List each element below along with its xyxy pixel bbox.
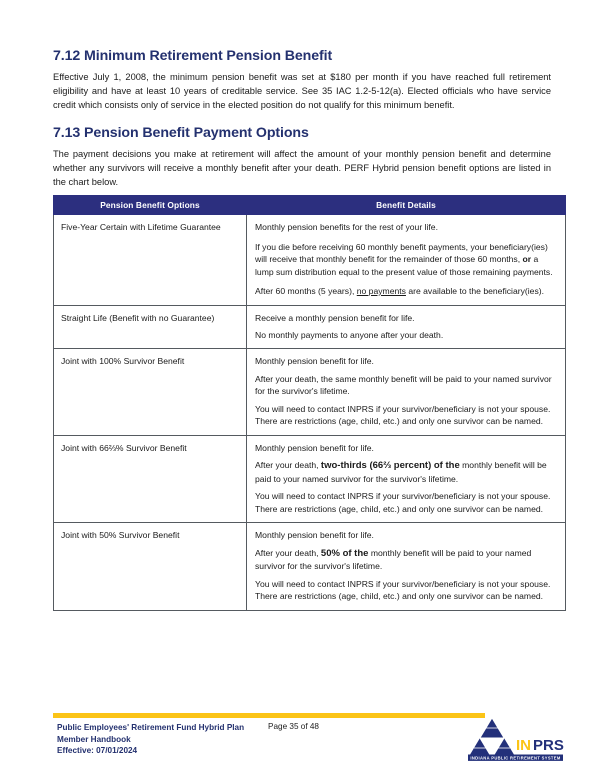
- section-7-13-heading: 7.13 Pension Benefit Payment Options: [53, 125, 309, 142]
- page-content: [53, 48, 551, 611]
- emphasis-or: or: [522, 254, 532, 265]
- table-row: [54, 349, 566, 435]
- footer-rule: [53, 713, 485, 718]
- option-label: Joint with 100% Survivor Benefit: [54, 349, 247, 435]
- option-label: Joint with 50% Survivor Benefit: [54, 523, 247, 611]
- section-7-12-heading: 7.12 Minimum Retirement Pension Benefit: [53, 48, 333, 64]
- section-7-13-paragraph: The payment decisions you make at retirement will affect the amount of your monthly pension benefit and determine whether any survivors will receive a monthly benefit after your death. PERF Hybrid pension benefit options are listed in the chart below.: [53, 148, 551, 188]
- table-header: [54, 196, 566, 215]
- detail-paragraph: Monthly pension benefits for the rest of your life.: [255, 222, 438, 233]
- table-row: [54, 215, 566, 305]
- detail-paragraph: Monthly pension benefit for life.: [255, 442, 374, 453]
- detail-paragraph: You will need to contact INPRS if your survivor/beneficiary is not your spouse. There are restrictions (age, child, etc.) and only one survivor can be named.: [255, 578, 551, 602]
- emphasis-fifty-percent: 50% of the: [320, 547, 369, 559]
- option-details: [247, 349, 566, 435]
- footer-line-handbook: Member Handbook: [57, 734, 131, 744]
- detail-paragraph: [255, 547, 557, 573]
- section-7-13: [53, 125, 551, 189]
- detail-paragraph: Monthly pension benefit for life.: [255, 356, 374, 367]
- footer-identification: [57, 722, 244, 757]
- detail-paragraph: You will need to contact INPRS if your survivor/beneficiary is not your spouse. There are restrictions (age, child, etc.) and only one survivor can be named.: [255, 491, 551, 514]
- option-details: [247, 215, 566, 305]
- section-7-12-paragraph: Effective July 1, 2008, the minimum pension benefit was set at $180 per month if you have reached full retirement eligibility and have at least 10 years of creditable service. See 35 IAC 1.2-5-12(a). Elected officials who have service credit which consists only of service in the elected position do not qualify for this minimum benefit.: [53, 71, 551, 110]
- option-details: [247, 435, 566, 523]
- logo-wordmark-prs: PRS: [533, 737, 564, 754]
- detail-paragraph: After your death, the same monthly benefit will be paid to your named survivor for the survivor's lifetime.: [255, 373, 552, 397]
- detail-text: monthly benefit will be paid to your named survivor for the survivor's lifetime.: [255, 547, 532, 572]
- detail-paragraph: Monthly pension benefit for life.: [255, 530, 374, 541]
- logo-wordmark-in: IN: [516, 737, 531, 754]
- detail-paragraph: No monthly payments to anyone after your death.: [255, 329, 444, 340]
- table-row: [54, 435, 566, 523]
- detail-text: After your death,: [255, 547, 321, 558]
- detail-text: After your death,: [255, 460, 321, 471]
- detail-text: After 60 months (5 years),: [255, 286, 357, 297]
- detail-paragraph: Receive a monthly pension benefit for life.: [255, 312, 415, 323]
- detail-text: a lump sum distribution equal to the present value of those remaining payments.: [255, 254, 553, 277]
- detail-paragraph: [255, 285, 557, 297]
- option-label: Straight Life (Benefit with no Guarantee): [54, 305, 247, 349]
- detail-text: are available to the beneficiary(ies).: [405, 286, 545, 297]
- footer-line-effective: Effective: 07/01/2024: [57, 746, 138, 756]
- table-row: [54, 523, 566, 611]
- table-header-row: [54, 196, 566, 215]
- triangle-cluster-icon: [468, 718, 516, 758]
- column-header-benefit-details: Benefit Details: [247, 196, 566, 215]
- footer-line-plan: Public Employees' Retirement Fund Hybrid Plan: [57, 723, 245, 732]
- emphasis-two-thirds: two-thirds (66⅔ percent) of the: [320, 460, 460, 472]
- detail-text: monthly benefit will be paid to your named survivor for the survivor's lifetime.: [255, 460, 547, 484]
- table-body: [54, 215, 566, 611]
- detail-paragraph: [255, 459, 557, 485]
- detail-paragraph: [255, 241, 557, 278]
- option-label: Joint with 66⅔% Survivor Benefit: [54, 435, 247, 523]
- option-details: [247, 305, 566, 349]
- section-7-12: [53, 48, 551, 112]
- detail-paragraph: You will need to contact INPRS if your survivor/beneficiary is not your spouse. There are restrictions (age, child, etc.) and only one survivor can be named.: [255, 403, 551, 427]
- column-header-pension-benefit-options: Pension Benefit Options: [54, 196, 247, 215]
- underline-no-payments: no payments: [356, 286, 406, 297]
- inprs-logo-graphic: [466, 714, 566, 762]
- inprs-logo: [466, 714, 566, 762]
- page-number: Page 35 of 48: [268, 722, 319, 731]
- option-label: Five-Year Certain with Lifetime Guarantee: [54, 215, 247, 305]
- logo-tagline: INDIANA PUBLIC RETIREMENT SYSTEM: [470, 755, 561, 761]
- detail-text: If you die before receiving 60 monthly benefit payments, your beneficiary(ies) will receive that monthly benefit for the remainder of those 60 months,: [255, 241, 548, 265]
- option-details: [247, 523, 566, 611]
- pension-benefit-options-table: [53, 195, 566, 611]
- table-row: [54, 305, 566, 349]
